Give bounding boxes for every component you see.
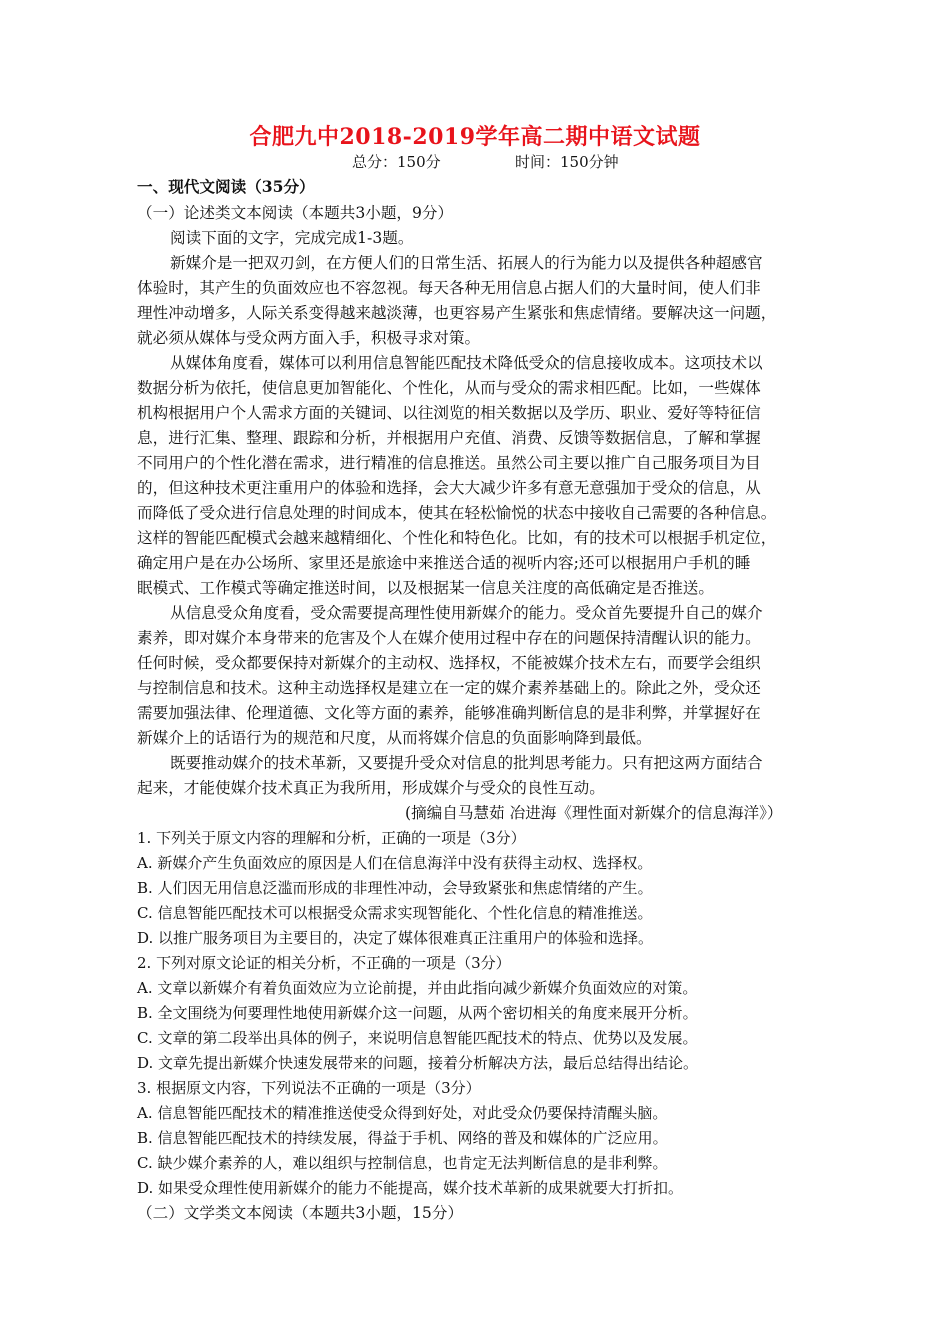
question-stem: 2. 下列对原文论证的相关分析，不正确的一项是（3分） <box>137 954 511 972</box>
passage-line: 就必须从媒体与受众两方面入手，积极寻求对策。 <box>137 329 481 347</box>
question-option: D. 以推广服务项目为主要目的，决定了媒体很难真正注重用户的体验和选择。 <box>137 929 654 947</box>
question-option: D. 如果受众理性使用新媒介的能力不能提高，媒介技术革新的成果就要大打折扣。 <box>137 1179 684 1197</box>
passage-line: 起来，才能使媒介技术真正为我所用，形成媒介与受众的良性互动。 <box>137 779 605 797</box>
instruction: 阅读下面的文字，完成完成1-3题。 <box>170 229 414 247</box>
question-stem: 3. 根据原文内容，下列说法不正确的一项是（3分） <box>137 1079 481 1097</box>
passage-line: 这样的智能匹配模式会越来越精细化、个性化和特色化。比如，有的技术可以根据手机定位， <box>137 529 777 547</box>
question-option: C. 文章的第二段举出具体的例子，来说明信息智能匹配技术的特点、优势以及发展。 <box>137 1029 698 1047</box>
question-option: A. 文章以新媒介有着负面效应为立论前提，并由此指向减少新媒介负面效应的对策。 <box>137 979 698 997</box>
passage-line: 数据分析为依托，使信息更加智能化、个性化，从而与受众的需求相匹配。比如，一些媒体 <box>137 379 761 397</box>
passage-line: 确定用户是在办公场所、家里还是旅途中来推送合适的视听内容;还可以根据用户手机的睡 <box>137 554 751 572</box>
passage-line: 理性冲动增多，人际关系变得越来越淡薄，也更容易产生紧张和焦虑情绪。要解决这一问题， <box>137 304 777 322</box>
passage-line: 不同用户的个性化潜在需求，进行精准的信息推送。虽然公司主要以推广自己服务项目为目 <box>137 454 761 472</box>
passage-line: 息，进行汇集、整理、跟踪和分析，并根据用户充值、消费、反馈等数据信息，了解和掌握 <box>137 429 761 447</box>
total-score: 总分：150分 <box>352 153 441 171</box>
question-stem: 1. 下列关于原文内容的理解和分析，正确的一项是（3分） <box>137 829 526 847</box>
passage-line: 任何时候，受众都要保持对新媒介的主动权、选择权，不能被媒介技术左右，而要学会组织 <box>137 654 761 672</box>
passage-line: 与控制信息和技术。这种主动选择权是建立在一定的媒介素养基础上的。除此之外，受众还 <box>137 679 761 697</box>
question-option: C. 信息智能匹配技术可以根据受众需求实现智能化、个性化信息的精准推送。 <box>137 904 653 922</box>
passage-line: 新媒介上的话语行为的规范和尺度，从而将媒介信息的负面影响降到最低。 <box>137 729 652 747</box>
question-option: B. 全文围绕为何要理性地使用新媒介这一问题，从两个密切相关的角度来展开分析。 <box>137 1004 698 1022</box>
question-option: B. 人们因无用信息泛滥而形成的非理性冲动，会导致紧张和焦虑情绪的产生。 <box>137 879 653 897</box>
passage-line: 素养，即对媒介本身带来的危害及个人在媒介使用过程中存在的问题保持清醒认识的能力。 <box>137 629 761 647</box>
passage-line: 从信息受众角度看，受众需要提高理性使用新媒介的能力。受众首先要提升自己的媒介 <box>170 604 763 622</box>
passage-line: 既要推动媒介的技术革新，又要提升受众对信息的批判思考能力。只有把这两方面结合 <box>170 754 763 772</box>
source-citation: (摘编自马慧茹 冶进海《理性面对新媒介的信息海洋》） <box>405 804 783 822</box>
part-heading: （二）文学类文本阅读（本题共3小题，15分） <box>137 1204 464 1222</box>
doc-title: 合肥九中2018-2019学年高二期中语文试题 <box>249 124 701 150</box>
question-option: B. 信息智能匹配技术的持续发展，得益于手机、网络的普及和媒体的广泛应用。 <box>137 1129 668 1147</box>
exam-time: 时间：150分钟 <box>515 153 619 171</box>
passage-line: 从媒体角度看，媒体可以利用信息智能匹配技术降低受众的信息接收成本。这项技术以 <box>170 354 763 372</box>
passage-line: 的，但这种技术更注重用户的体验和选择，会大大减少许多有意无意强加于受众的信息，从 <box>137 479 761 497</box>
section-heading: 一、现代文阅读（35分） <box>137 177 315 196</box>
passage-line: 体验时，其产生的负面效应也不容忽视。每天各种无用信息占据人们的大量时间，使人们非 <box>137 279 761 297</box>
part-heading: （一）论述类文本阅读（本题共3小题，9分） <box>137 204 454 222</box>
passage-line: 需要加强法律、伦理道德、文化等方面的素养，能够准确判断信息的是非利弊，并掌握好在 <box>137 704 761 722</box>
question-option: A. 信息智能匹配技术的精准推送使受众得到好处，对此受众仍要保持清醒头脑。 <box>137 1104 668 1122</box>
question-option: C. 缺少媒介素养的人，难以组织与控制信息，也肯定无法判断信息的是非利弊。 <box>137 1154 668 1172</box>
passage-line: 机构根据用户个人需求方面的关键词、以往浏览的相关数据以及学历、职业、爱好等特征信 <box>137 404 761 422</box>
passage-line: 而降低了受众进行信息处理的时间成本，使其在轻松愉悦的状态中接收自己需要的各种信息。 <box>137 504 777 522</box>
question-option: D. 文章先提出新媒介快速发展带来的问题，接着分析解决方法，最后总结得出结论。 <box>137 1054 699 1072</box>
passage-line: 眠模式、工作模式等确定推送时间，以及根据某一信息关注度的高低确定是否推送。 <box>137 579 714 597</box>
question-option: A. 新媒介产生负面效应的原因是人们在信息海洋中没有获得主动权、选择权。 <box>137 854 653 872</box>
passage-line: 新媒介是一把双刃剑，在方便人们的日常生活、拓展人的行为能力以及提供各种超感官 <box>170 254 763 272</box>
